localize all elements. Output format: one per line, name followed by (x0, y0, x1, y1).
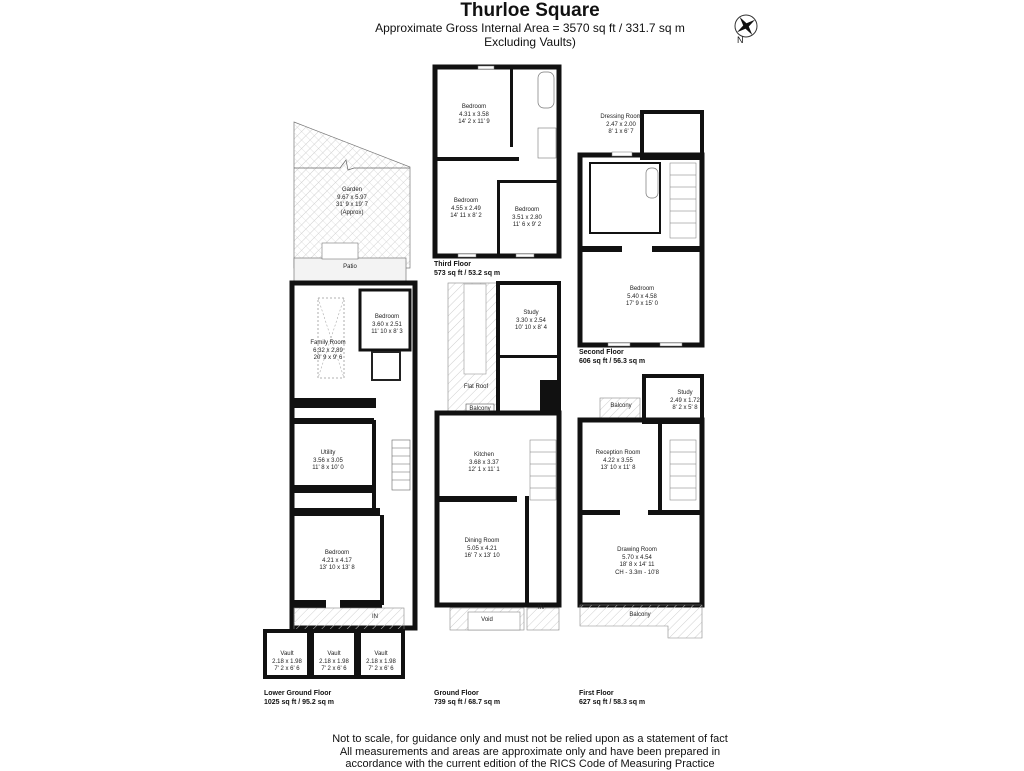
room-label-bedroom-2f: Bedroom 5.40 x 4.58 17' 9 x 15' 0 (626, 286, 658, 307)
room-label-dressing-room: Dressing Room 2.47 x 2.00 8' 1 x 6' 7 (600, 114, 642, 135)
room-label-patio: Patio (343, 264, 357, 270)
page-title: Thurloe Square (460, 0, 600, 21)
room-label-vault-3: Vault 2.18 x 1.98 7' 2 x 6' 6 (366, 651, 396, 672)
floor-label-ground: Ground Floor 739 sq ft / 68.7 sq m (434, 690, 501, 706)
room-label-bedroom-3f-1: Bedroom 4.31 x 3.58 14' 2 x 11' 9 (458, 104, 490, 125)
first-floor-front-balcony-area (580, 605, 702, 638)
first-floor-plan (580, 376, 702, 638)
room-label-study-1f: Study 2.49 x 1.72 8' 2 x 5' 8 (670, 390, 700, 411)
second-floor-plan (580, 112, 702, 346)
room-label-flat-roof: Flat Roof (463, 384, 489, 390)
room-label-study-gf: Study 3.30 x 2.54 10' 10 x 8' 4 (515, 310, 547, 331)
room-label-bedroom-3f-2: Bedroom 4.55 x 2.49 14' 11 x 8' 2 (450, 198, 482, 219)
floor-label-third: Third Floor 573 sq ft / 53.2 sq m (434, 261, 501, 277)
room-label-bedroom-lg-1: Bedroom 3.60 x 2.51 11' 10 x 8' 3 (371, 314, 403, 335)
disclaimer: Not to scale, for guidance only and must not be relied upon as a statement of fact All measurements and areas are approximate only and have been prepared in accordance with the current edition of the RICS Code of Measuring Practice (332, 733, 728, 770)
floor-label-second: Second Floor 606 sq ft / 56.3 sq m (579, 349, 646, 365)
floor-label-first: First Floor 627 sq ft / 58.3 sq m (579, 690, 646, 706)
room-label-balcony-1f-rear: Balcony (610, 403, 632, 409)
room-label-balcony-1f-front: Balcony (629, 612, 651, 618)
room-label-drawing-room: Drawing Room 5.70 x 4.54 18' 8 x 14' 11 CH - 3.3m - 10'8 (615, 547, 659, 576)
room-label-balcony-gf: Balcony (469, 406, 491, 412)
room-label-vault-1: Vault 2.18 x 1.98 7' 2 x 6' 6 (272, 651, 302, 672)
gross-area-text: Approximate Gross Internal Area = 3570 sq ft / 331.7 sq m (375, 21, 685, 35)
room-label-dining-room: Dining Room 5.05 x 4.21 16' 7 x 13' 10 (464, 538, 500, 559)
room-label-garden: Garden 9.67 x 5.97 31' 9 x 19' 7 (Approx) (336, 187, 368, 216)
room-label-bedroom-3f-3: Bedroom 3.51 x 2.80 11' 6 x 9' 2 (512, 207, 542, 228)
room-label-kitchen: Kitchen 3.68 x 3.37 12' 1 x 11' 1 (468, 452, 500, 473)
room-label-vault-2: Vault 2.18 x 1.98 7' 2 x 6' 6 (319, 651, 349, 672)
room-label-utility: Utility 3.56 x 3.05 11' 8 x 10' 0 (312, 450, 344, 471)
room-label-bedroom-lg-2: Bedroom 4.21 x 4.17 13' 10 x 13' 8 (319, 550, 355, 571)
entrance-in-marker-gf: IN (538, 605, 544, 611)
room-label-reception-room: Reception Room 4.22 x 3.55 13' 10 x 11' 8 (595, 450, 641, 471)
entrance-in-marker-lg: IN (372, 614, 378, 620)
excluding-vaults-text: Excluding Vaults) (484, 35, 576, 49)
room-label-family-room: Family Room 6.32 x 2.89 20' 9 x 9' 6 (310, 340, 346, 361)
floor-label-lower-ground: Lower Ground Floor 1025 sq ft / 95.2 sq m (264, 690, 335, 706)
compass-north-label: N (737, 35, 744, 45)
room-label-void: Void (481, 617, 493, 623)
